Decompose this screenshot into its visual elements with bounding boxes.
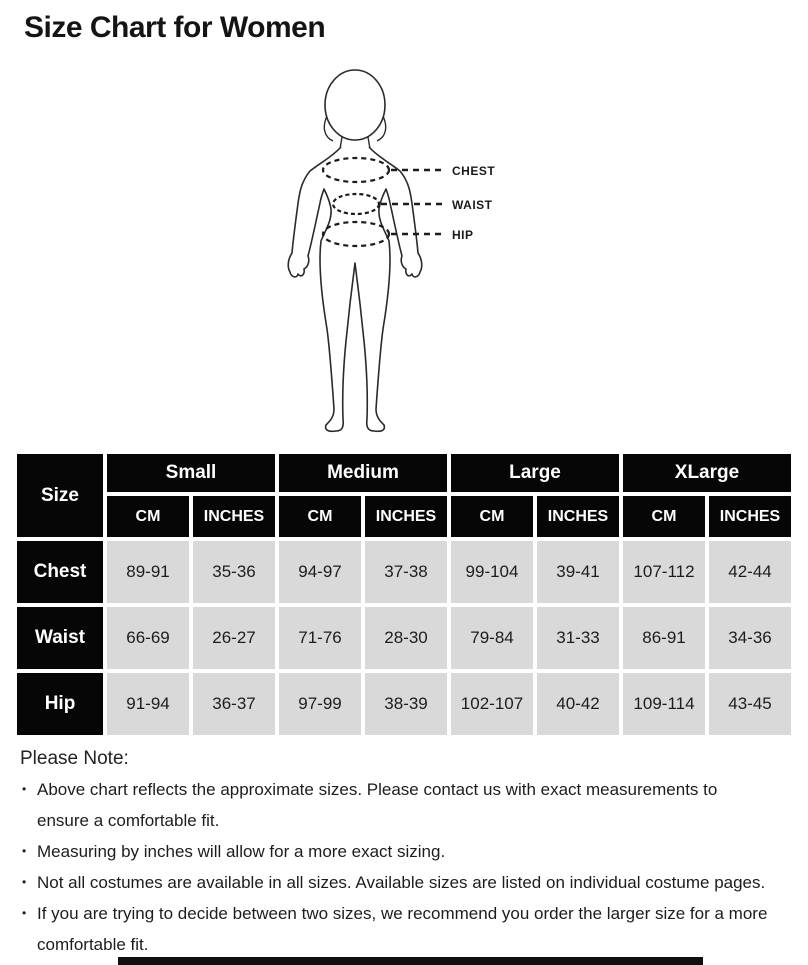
- page-title: Size Chart for Women: [24, 11, 326, 44]
- note-item: [20, 774, 802, 805]
- row-label-hip: Hip: [17, 673, 103, 735]
- figure-body-outline: [288, 147, 421, 431]
- group-header-large: Large: [451, 454, 619, 492]
- bullet-icon: •: [22, 782, 27, 796]
- table-cell: 39-41: [537, 541, 619, 603]
- group-header-medium: Medium: [279, 454, 447, 492]
- bullet-icon: •: [22, 906, 27, 920]
- note-item: [20, 898, 802, 929]
- table-cell: 37-38: [365, 541, 447, 603]
- cropped-next-section-bar: [118, 957, 703, 965]
- bullet-icon: •: [22, 875, 27, 889]
- size-corner-header: Size: [17, 454, 103, 537]
- bullet-icon: •: [22, 844, 27, 858]
- unit-header-cm: CM: [451, 496, 533, 537]
- table-cell: 34-36: [709, 607, 791, 669]
- notes-section: [20, 744, 802, 960]
- table-cell: 36-37: [193, 673, 275, 735]
- row-label-waist: Waist: [17, 607, 103, 669]
- table-cell: 31-33: [537, 607, 619, 669]
- table-cell: 66-69: [107, 607, 189, 669]
- group-header-xlarge: XLarge: [623, 454, 791, 492]
- note-item-continuation: [20, 929, 802, 960]
- table-row-waist: [17, 607, 791, 669]
- table-cell: 28-30: [365, 607, 447, 669]
- table-row-hip: [17, 673, 791, 735]
- unit-header-inches: INCHES: [365, 496, 447, 537]
- table-cell: 91-94: [107, 673, 189, 735]
- unit-header-inches: INCHES: [537, 496, 619, 537]
- note-item: [20, 836, 802, 867]
- figure-head: [325, 70, 385, 140]
- table-cell: 38-39: [365, 673, 447, 735]
- note-text: comfortable fit.: [37, 935, 149, 954]
- table-cell: 94-97: [279, 541, 361, 603]
- table-cell: 35-36: [193, 541, 275, 603]
- woman-silhouette-figure: [270, 60, 520, 440]
- unit-header-inches: INCHES: [709, 496, 791, 537]
- table-cell: 89-91: [107, 541, 189, 603]
- note-item-continuation: [20, 805, 802, 836]
- unit-header-cm: CM: [623, 496, 705, 537]
- notes-heading: Please Note:: [20, 748, 129, 769]
- table-cell: 43-45: [709, 673, 791, 735]
- note-text: Measuring by inches will allow for a more exact sizing.: [37, 842, 446, 861]
- group-header-small: Small: [107, 454, 275, 492]
- unit-header-cm: CM: [279, 496, 361, 537]
- table-cell: 71-76: [279, 607, 361, 669]
- size-chart-table: [13, 450, 795, 739]
- table-cell: 102-107: [451, 673, 533, 735]
- table-cell: 97-99: [279, 673, 361, 735]
- note-item: [20, 867, 802, 898]
- hip-label: HIP: [452, 228, 474, 242]
- waist-label: WAIST: [452, 198, 493, 212]
- note-text: If you are trying to decide between two sizes, we recommend you order the larger size for a more: [37, 904, 768, 923]
- note-text: Above chart reflects the approximate sizes. Please contact us with exact measurements to: [37, 780, 718, 799]
- table-cell: 107-112: [623, 541, 705, 603]
- table-cell: 40-42: [537, 673, 619, 735]
- table-cell: 42-44: [709, 541, 791, 603]
- table-cell: 109-114: [623, 673, 705, 735]
- row-label-chest: Chest: [17, 541, 103, 603]
- table-cell: 79-84: [451, 607, 533, 669]
- table-cell: 86-91: [623, 607, 705, 669]
- note-text: ensure a comfortable fit.: [37, 811, 220, 830]
- unit-header-inches: INCHES: [193, 496, 275, 537]
- chest-label: CHEST: [452, 164, 496, 178]
- table-row-chest: [17, 541, 791, 603]
- table-cell: 99-104: [451, 541, 533, 603]
- measurement-figure: [270, 60, 520, 440]
- table-cell: 26-27: [193, 607, 275, 669]
- unit-header-cm: CM: [107, 496, 189, 537]
- note-text: Not all costumes are available in all sizes. Available sizes are listed on individual costume pages.: [37, 873, 766, 892]
